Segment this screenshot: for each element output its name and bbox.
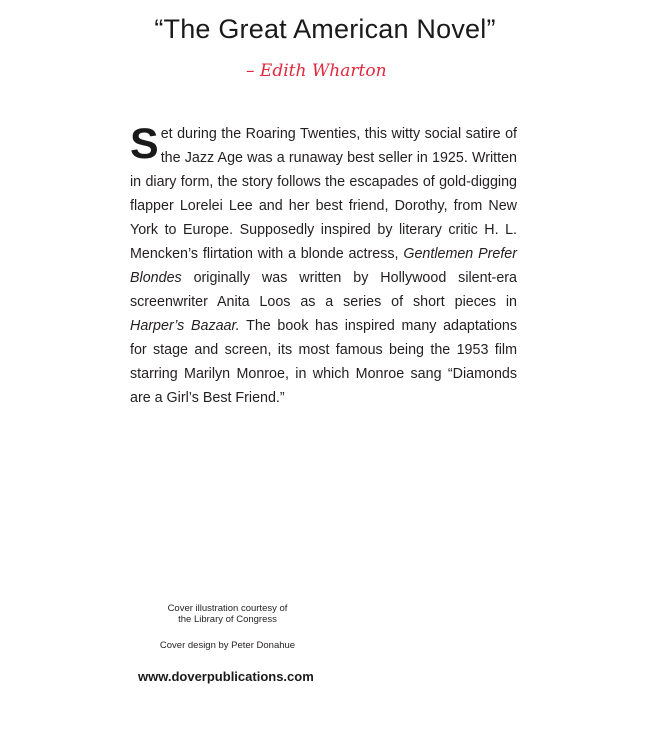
- drop-cap: S: [130, 120, 159, 168]
- illustration-credit: [150, 603, 305, 625]
- description-text-2: originally was written by Hollywood silent-era screenwriter Anita Loos as a series of short pieces in: [130, 270, 517, 310]
- quote-attribution: – Edith Wharton: [246, 61, 387, 81]
- illustration-credit-line-1: Cover illustration courtesy of: [167, 603, 288, 614]
- cover-credits: [150, 603, 305, 651]
- description-text-3: The book has inspired many adaptations for stage and screen, its most famous being the 1953 film starring Marilyn Monroe, in which Monroe sang “Diamonds are a Girl’s Best Friend.”: [130, 318, 518, 406]
- magazine-title-italic: Harper’s Bazaar.: [130, 318, 240, 334]
- book-description: [130, 122, 517, 410]
- publisher-website: www.doverpublications.com: [138, 669, 314, 684]
- book-title-italic: Gentlemen Prefer Blondes: [130, 246, 517, 286]
- illustration-credit-line-2: the Library of Congress: [178, 614, 277, 625]
- description-text-1: et during the Roaring Twenties, this witty social satire of the Jazz Age was a runaway best seller in 1925. Written in diary form, the story follows the escapades of gold-digging flapper Lorelei Lee and her best friend, Dorothy, from New York to Europe. Supposedly inspired by literary critic H. L. Mencken’s flirtation with a blonde actress,: [130, 126, 517, 262]
- review-quote: “The Great American Novel”: [154, 14, 496, 44]
- design-credit: Cover design by Peter Donahue: [159, 640, 296, 651]
